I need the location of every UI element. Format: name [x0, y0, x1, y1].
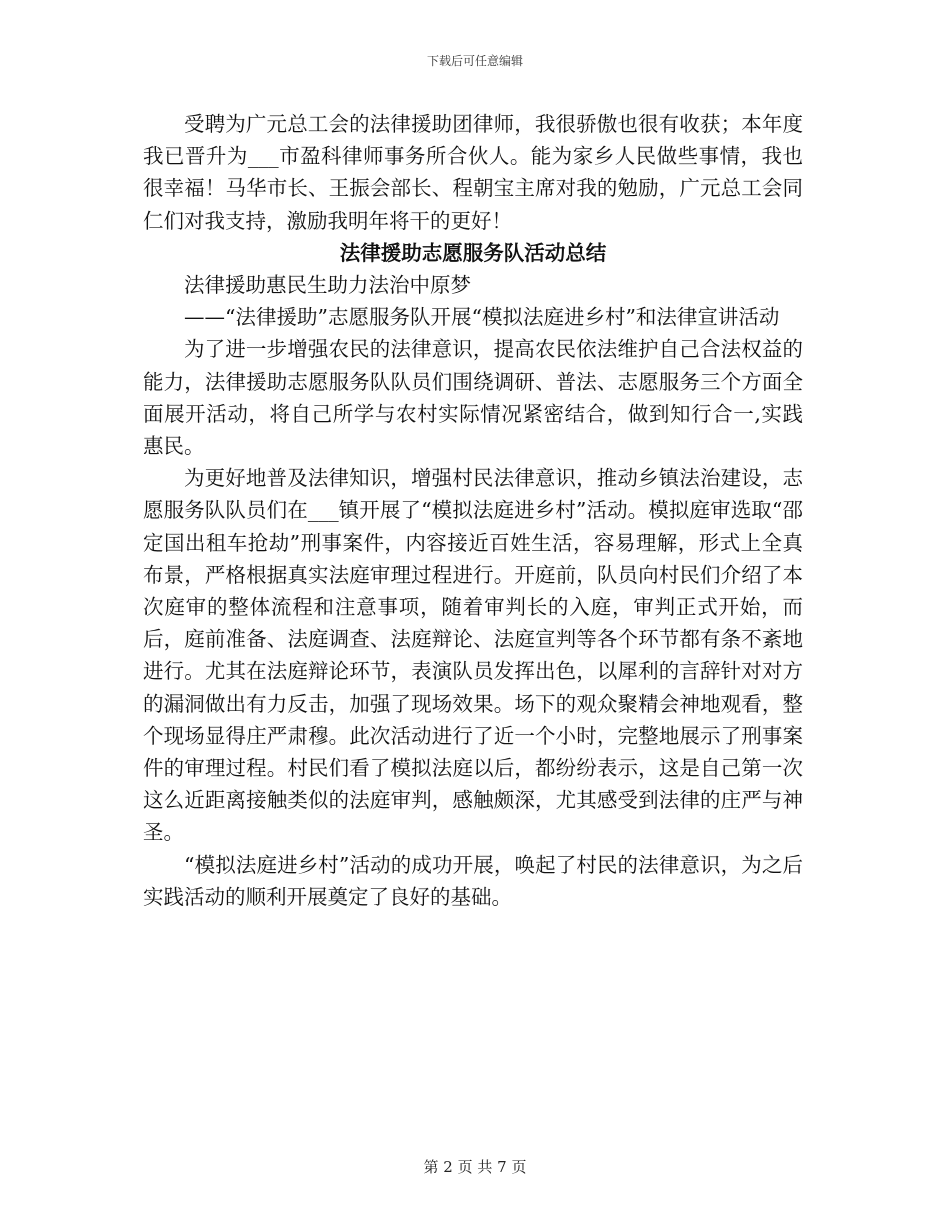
document-title: 法律援助志愿服务队活动总结: [339, 240, 607, 265]
document-subtitle: 法律援助惠民生助力法治中原梦: [184, 273, 471, 298]
intro-paragraph: 受聘为广元总工会的法律援助团律师，我很骄傲也很有收获；本年度我已晋升为___市盈科律师事务所合伙人。能为家乡人民做些事情，我也很幸福！马华市长、王振会部长、程朝宝主席对我的勉励，广元总工会同仁们对我支持，激励我明年将干的更好！: [143, 112, 803, 233]
body-paragraph: 为了进一步增强农民的法律意识，提高农民依法维护自己合法权益的能力，法律援助志愿服务队队员们围绕调研、普法、志愿服务三个方面全面展开活动，将自己所学与农村实际情况紧密结合，做到知行合一,实践惠民。: [143, 337, 803, 459]
document-body: [143, 108, 803, 913]
body-paragraph: “模拟法庭进乡村”活动的成功开展，唤起了村民的法律意识，为之后实践活动的顺利开展奠定了良好的基础。: [143, 852, 803, 909]
page-indicator: 第 2 页 共 7 页: [423, 1158, 527, 1176]
document-subtitle-line: ——“法律援助”志愿服务队开展“模拟法庭进乡村”和法律宣讲活动: [184, 305, 780, 330]
header-note: 下载后可任意编辑: [426, 54, 523, 68]
body-paragraph: 为更好地普及法律知识，增强村民法律意识，推动乡镇法治建设，志愿服务队队员们在___镇开展了“模拟法庭进乡村”活动。模拟庭审选取“邵定国出租车抢劫”刑事案件，内容接近百姓生活，容易理解，形式上全真布景，严格根据真实法庭审理过程进行。开庭前，队员向村民们介绍了本次庭审的整体流程和注意事项，随着审判长的入庭，审判正式开始，而后，庭前准备、法庭调查、法庭辩论、法庭宣判等各个环节都有条不紊地进行。尤其在法庭辩论环节，表演队员发挥出色，以犀利的言辞针对对方的漏洞做出有力反击，加强了现场效果。场下的观众聚精会神地观看，整个现场显得庄严肃穆。此次活动进行了近一个小时，完整地展示了刑事案件的审理过程。村民们看了模拟法庭以后，都纷纷表示，这是自己第一次这么近距离接触类似的法庭审判，感触颇深，尤其感受到法律的庄严与神圣。: [143, 466, 803, 845]
